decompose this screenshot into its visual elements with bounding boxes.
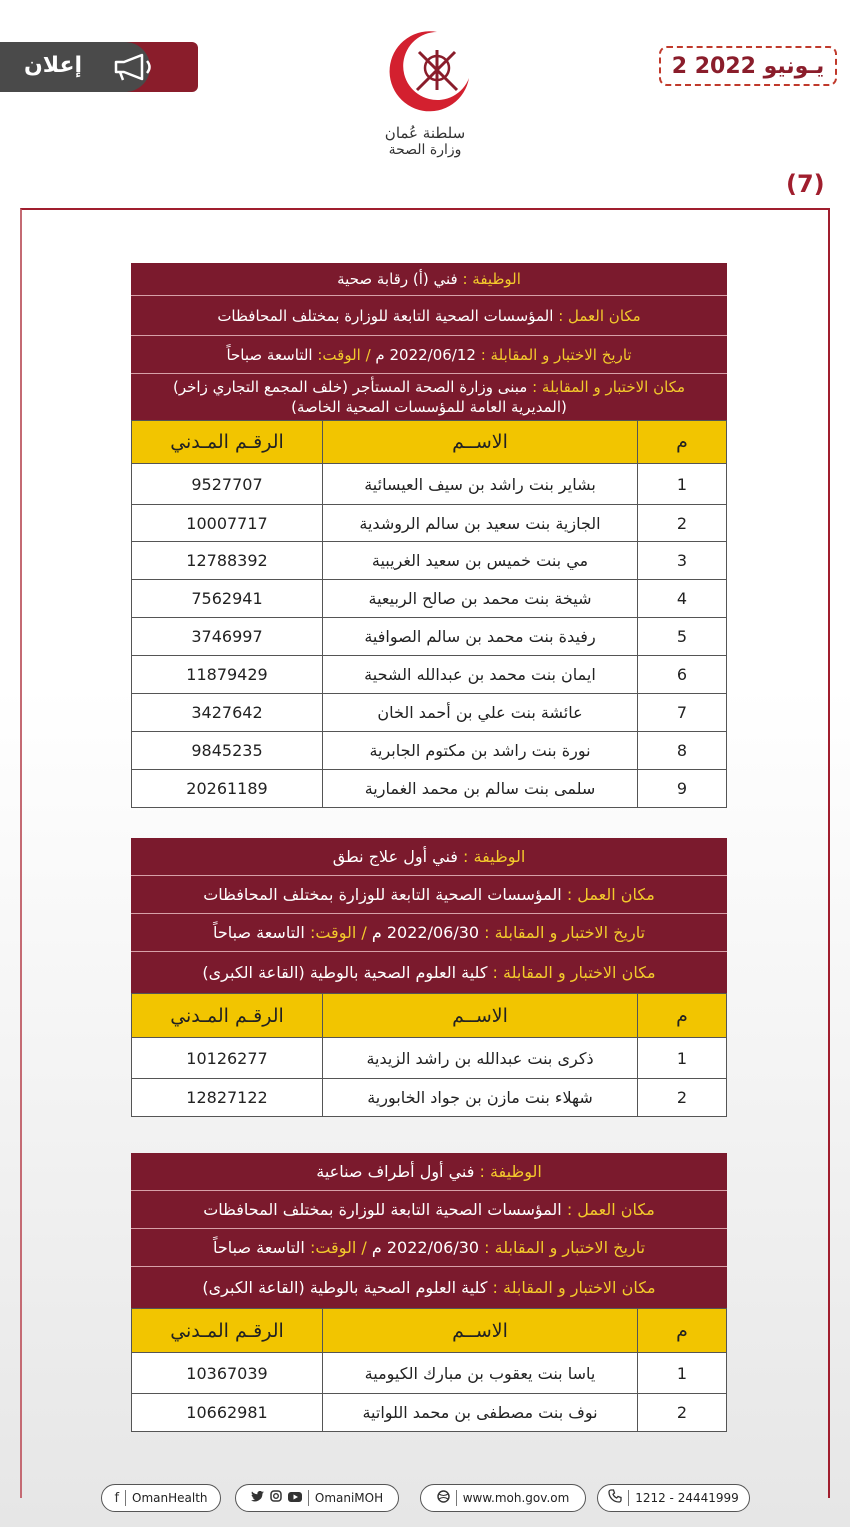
table-row: 8 نورة بنت راشد بن مكتوم الجابرية 9845235 (132, 732, 727, 770)
announcement-label: إعلان (24, 53, 83, 78)
workplace-row: مكان العمل : المؤسسات الصحية التابعة للوزارة بمختلف المحافظات (131, 1191, 727, 1229)
facebook-handle: OmanHealth (132, 1491, 208, 1505)
table-row: 2 شهلاء بنت مازن بن جواد الخابورية 12827122 (132, 1079, 727, 1117)
table-row: 3 مي بنت خميس بن سعيد الغريبية 12788392 (132, 542, 727, 580)
job-info-1 (131, 263, 727, 420)
job-title-row: الوظيفة : فني أول أطراف صناعية (131, 1153, 727, 1191)
venue-row: مكان الاختبار و المقابلة : كلية العلوم الصحية بالوطية (القاعة الكبرى) (202, 963, 656, 982)
phone-number: 1212 - 24441999 (635, 1491, 739, 1505)
candidates-table-3 (131, 1308, 727, 1432)
workplace-row: مكان العمل : المؤسسات الصحية التابعة للوزارة بمختلف المحافظات (131, 296, 727, 336)
table-row: 1 بشاير بنت راشد بن سيف العيسائية 9527707 (132, 464, 727, 505)
web-icon (437, 1490, 450, 1507)
phone-pill[interactable] (597, 1484, 750, 1512)
table-header: م الاســم الرقـم المـدني (132, 1309, 727, 1353)
social-pill[interactable] (235, 1484, 399, 1512)
job-title-row: الوظيفة : فني (أ) رقابة صحية (131, 263, 727, 296)
date-time-row: تاريخ الاختبار و المقابلة : 2022/06/12 م / الوقت: التاسعة صباحاً (131, 336, 727, 374)
table-row: 1 ياسا بنت يعقوب بن مبارك الكيومية 10367039 (132, 1353, 727, 1394)
job-title-row: الوظيفة : فني أول علاج نطق (131, 838, 727, 876)
megaphone-icon (112, 53, 158, 85)
date-badge: 2 يـونيو 2022 (659, 46, 837, 86)
venue-row: مكان الاختبار و المقابلة : كلية العلوم الصحية بالوطية (القاعة الكبرى) (202, 1278, 656, 1297)
candidates-table-1 (131, 420, 727, 808)
logo-line-2: وزارة الصحة (388, 142, 462, 158)
table-row: 9 سلمى بنت سالم بن محمد الغمارية 20261189 (132, 770, 727, 808)
phone-icon (608, 1489, 622, 1507)
oman-emblem-icon (375, 26, 475, 118)
table-header: م الاســم الرقـم المـدني (132, 421, 727, 464)
facebook-icon: f (114, 1490, 120, 1506)
facebook-pill[interactable] (101, 1484, 221, 1512)
instagram-icon (270, 1490, 282, 1506)
announcement-tab (0, 42, 198, 92)
job-info-3 (131, 1153, 727, 1308)
table-row: 2 الجازية بنت سعيد بن سالم الروشدية 10007717 (132, 505, 727, 542)
table-row: 5 رفيدة بنت محمد بن سالم الصوافية 3746997 (132, 618, 727, 656)
table-header: م الاســم الرقـم المـدني (132, 994, 727, 1038)
table-row: 2 نوف بنت مصطفى بن محمد اللواتية 10662981 (132, 1394, 727, 1432)
table-row: 6 ايمان بنت محمد بن عبدالله الشحية 11879429 (132, 656, 727, 694)
job-block-3 (131, 1153, 727, 1432)
logo-line-1: سلطنة عُمان (384, 124, 466, 142)
website-pill[interactable] (420, 1484, 586, 1512)
venue-row: مكان الاختبار و المقابلة : مبنى وزارة الصحة المستأجر (خلف المجمع التجاري زاخر) (المديرية العامة للمؤسسات الصحية الخاصة) (173, 378, 685, 416)
job-info-2 (131, 838, 727, 993)
page-number: (7) (786, 170, 825, 198)
twitter-icon (251, 1491, 264, 1506)
job-block-1 (131, 263, 727, 808)
table-row: 7 عائشة بنت علي بن أحمد الخان 3427642 (132, 694, 727, 732)
candidates-table-2 (131, 993, 727, 1117)
table-row: 4 شيخة بنت محمد بن صالح الربيعية 7562941 (132, 580, 727, 618)
job-block-2 (131, 838, 727, 1117)
date-time-row: تاريخ الاختبار و المقابلة : 2022/06/30 م / الوقت: التاسعة صباحاً (131, 914, 727, 952)
workplace-row: مكان العمل : المؤسسات الصحية التابعة للوزارة بمختلف المحافظات (131, 876, 727, 914)
date-time-row: تاريخ الاختبار و المقابلة : 2022/06/30 م / الوقت: التاسعة صباحاً (131, 1229, 727, 1267)
table-row: 1 ذكرى بنت عبدالله بن راشد الزيدية 10126277 (132, 1038, 727, 1079)
social-handle: OmaniMOH (314, 1491, 384, 1505)
youtube-icon (288, 1491, 302, 1506)
website-url: www.moh.gov.om (462, 1491, 570, 1505)
ministry-logo (360, 26, 490, 176)
